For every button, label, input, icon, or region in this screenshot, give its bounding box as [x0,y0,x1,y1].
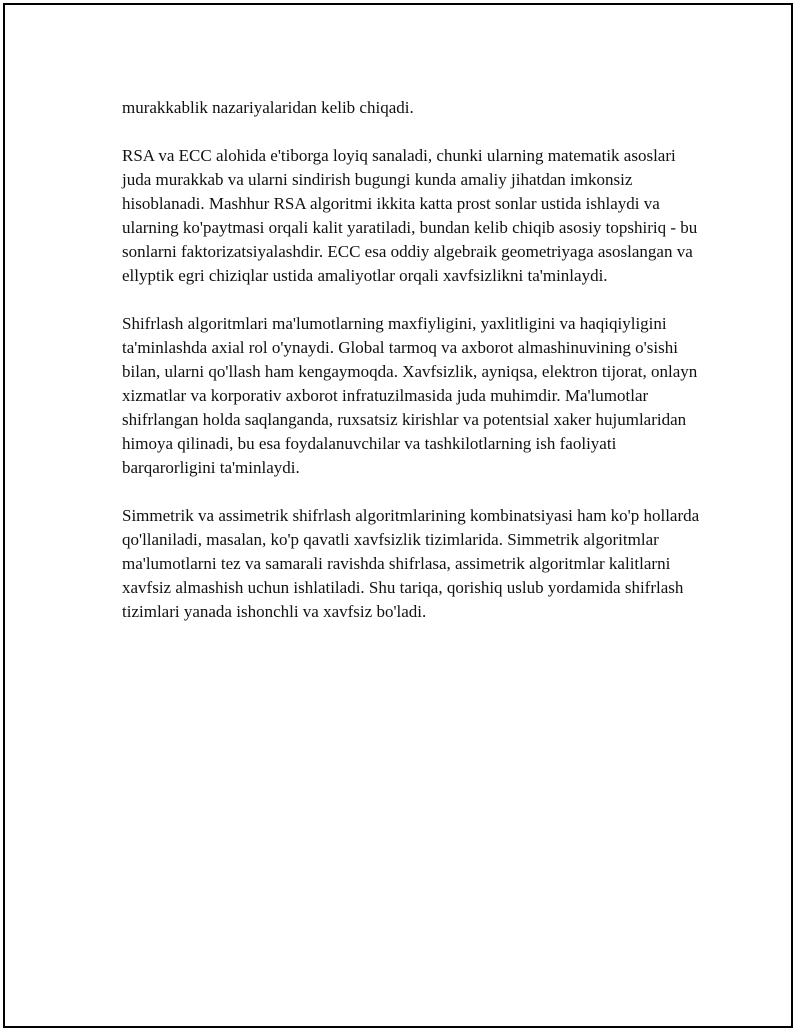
paragraph-encryption-role: Shifrlash algoritmlari ma'lumotlarning maxfiyligini, yaxlitligini va haqiqiyligini ta'minlashda axial rol o'ynaydi. Global tarmoq va axborot almashinuvining o'sishi bilan, ularni qo'llash ham kengaymoqda. Xavfsizlik, ayniqsa, elektron tijorat, onlayn xizmatlar va korporativ axborot infratuzilmasida juda muhimdir. Ma'lumotlar shifrlangan holda saqlanganda, ruxsatsiz kirishlar va potentsial xaker hujumlaridan himoya qilinadi, bu esa foydalanuvchilar va tashkilotlarning ish faoliyati barqarorligini ta'minlaydi. [122,314,698,477]
paragraph-continuation: murakkablik nazariyalaridan kelib chiqadi. [122,98,414,117]
paragraph-rsa-ecc: RSA va ECC alohida e'tiborga loyiq sanaladi, chunki ularning matematik asoslari juda murakkab va ularni sindirish bugungi kunda amaliy jihatdan imkonsiz hisoblanadi. Mashhur RSA algoritmi ikkita katta prost sonlar ustida ishlaydi va ularning ko'paytmasi orqali kalit yaratiladi, bundan kelib chiqib asosiy topshiriq - bu sonlarni faktorizatsiyalashdir. ECC esa oddiy algebraik geometriyaga asoslangan va ellyptik egri chiziqlar ustida amaliyotlar orqali xavfsizlikni ta'minlaydi. [122,146,698,285]
paragraph-hybrid-encryption: Simmetrik va assimetrik shifrlash algoritmlarining kombinatsiyasi ham ko'p hollarda qo'llaniladi, masalan, ko'p qavatli xavfsizlik tizimlarida. Simmetrik algoritmlar ma'lumotlarni tez va samarali ravishda shifrlasa, assimetrik algoritmlar kalitlarni xavfsiz almashish uchun ishlatiladi. Shu tariqa, qorishiq uslub yordamida shifrlash tizimlari yanada ishonchli va xavfsiz bo'ladi. [122,506,700,621]
page-frame [3,3,793,1028]
document-body [122,96,702,648]
